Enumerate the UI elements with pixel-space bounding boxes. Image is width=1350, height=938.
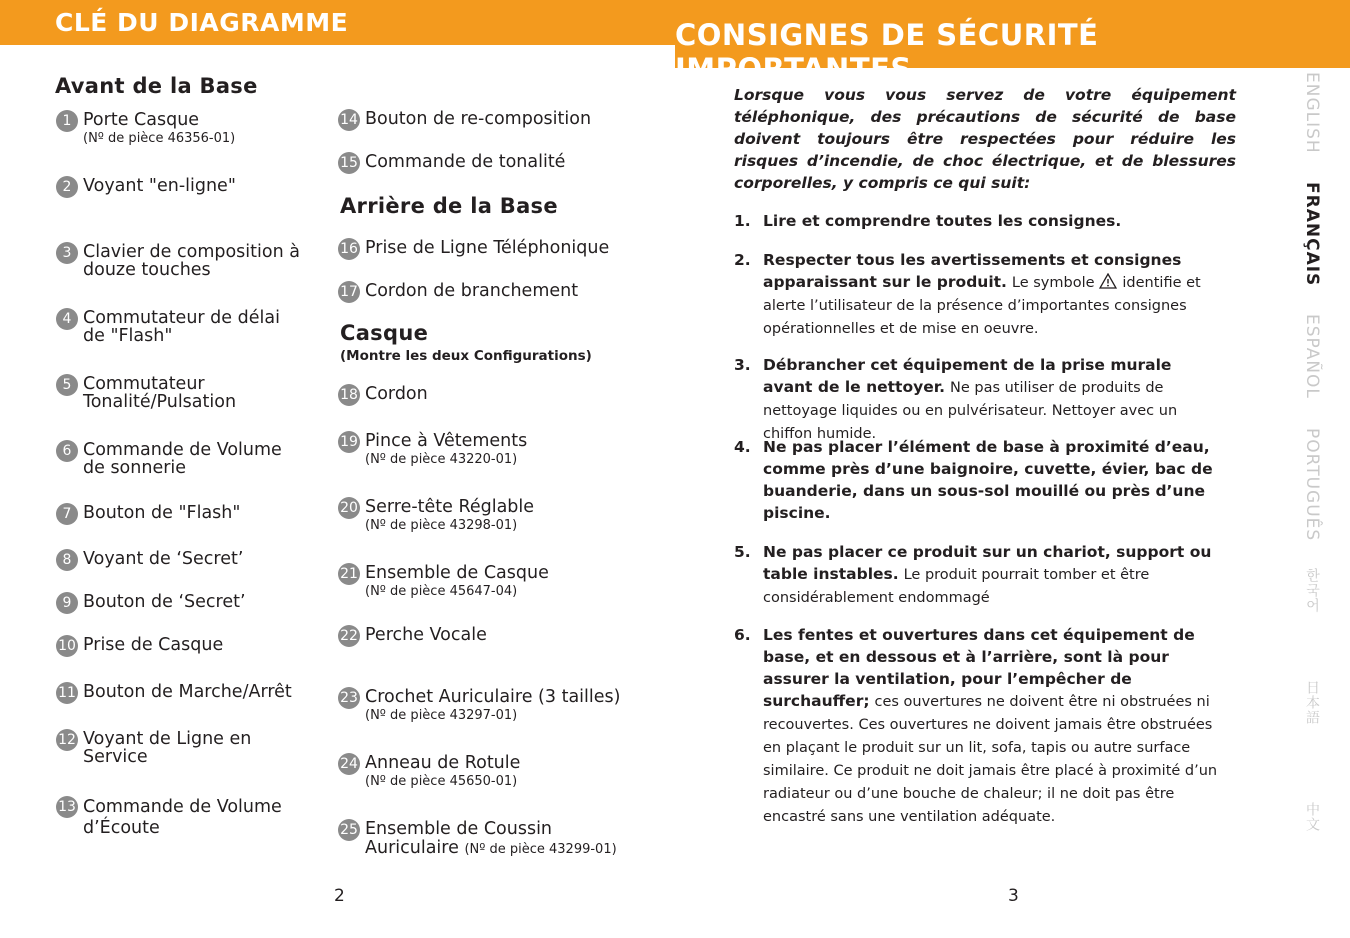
header-right [675, 0, 1350, 86]
key-item [340, 687, 645, 723]
key-item [340, 109, 645, 129]
consigne-number: 3. [734, 356, 751, 374]
item-number-badge: 2 [56, 176, 78, 198]
language-tab-korean[interactable]: 한국어 [1304, 568, 1320, 613]
item-number-badge: 20 [338, 497, 360, 519]
language-tab-espanol[interactable]: ESPAÑOL [1302, 314, 1322, 399]
item-label: Bouton de ‘Secret’ [83, 592, 246, 612]
item-label: Cordon de branchement [365, 281, 579, 301]
item-label: Cordon [365, 384, 428, 404]
item-label: Commande de tonalité [365, 152, 566, 172]
item-number-badge: 6 [56, 440, 78, 462]
consigne-item [734, 249, 1204, 340]
key-item [62, 549, 303, 569]
language-tab-francais[interactable]: FRANÇAIS [1302, 182, 1322, 287]
item-label: Commande de Volume de sonnerie [83, 440, 282, 478]
item-number-badge: 16 [338, 238, 360, 260]
key-item [340, 753, 645, 789]
key-item [340, 563, 645, 599]
warning-triangle-icon [1099, 273, 1117, 289]
header-left [0, 0, 675, 45]
item-label: Bouton de Marche/Arrêt [83, 682, 292, 702]
item-number-badge: 21 [338, 563, 360, 585]
key-item [62, 440, 303, 478]
item-number-badge: 15 [338, 152, 360, 174]
item-part-number: (Nº de pièce 45647-04) [365, 584, 518, 599]
item-part-number: (Nº de pièce 46356-01) [83, 131, 236, 146]
key-item [58, 635, 303, 655]
item-number-badge: 4 [56, 308, 78, 330]
section-front: Avant de la Base [55, 74, 258, 98]
header-left-title: CLÉ DU DIAGRAMME [55, 8, 349, 37]
key-item [62, 110, 303, 146]
item-label: Prise de Casque [83, 635, 224, 655]
key-item [62, 176, 303, 196]
item-part-number: (Nº de pièce 43297-01) [365, 708, 518, 723]
item-label: Porte Casque [83, 110, 200, 130]
language-tab-chinese[interactable]: 中文 [1304, 802, 1320, 832]
item-part-number: (Nº de pièce 43220-01) [365, 452, 518, 467]
item-label: Crochet Auriculaire (3 tailles) [365, 687, 621, 707]
language-tab-japanese[interactable]: 日本語 [1304, 680, 1320, 725]
item-number-badge: 22 [338, 625, 360, 647]
item-label: Perche Vocale [365, 625, 487, 645]
consigne-number: 5. [734, 543, 751, 561]
item-number-badge: 24 [338, 753, 360, 775]
item-label: Clavier de composition à douze touches [83, 242, 300, 280]
consigne-number: 6. [734, 626, 751, 644]
consigne-text: ces ouvertures ne doivent être ni obstruées ni recouvertes. Ces ouvertures ne doivent jamais être obstruées en plaçant le produit sur un lit, sofa, tapis ou autre surface similaire. Ce produit ne doit jamais être placé à proximité d’un radiateur ou d’une bouche de chaleur; il ne doit pas être encastré sans une ventilation adéquate. [763, 694, 1218, 825]
item-number-badge: 1 [56, 110, 78, 132]
consigne-text: identifie et alerte l’utilisateur de la présence d’importantes consignes opérationnelles et de mise en oeuvre. [763, 275, 1201, 337]
consigne-item [734, 210, 1236, 232]
key-item [62, 242, 303, 280]
page-number-right: 3 [1008, 886, 1019, 906]
header-right-title: CONSIGNES DE SÉCURITÉ IMPORTANTES [675, 18, 1099, 86]
key-item [58, 729, 253, 767]
key-item [340, 431, 645, 467]
item-number-badge: 13 [56, 796, 78, 818]
item-number-badge: 18 [338, 384, 360, 406]
item-number-badge: 8 [56, 549, 78, 571]
item-number-badge: 12 [56, 729, 78, 751]
item-label: Voyant de Ligne en Service [83, 729, 252, 767]
item-label: Bouton de "Flash" [83, 503, 241, 523]
item-number-badge: 25 [338, 819, 360, 841]
item-label: Bouton de re-composition [365, 109, 592, 129]
language-tab-portugues[interactable]: PORTUGUÊS [1302, 428, 1322, 542]
item-label: Commande de Volume d’Écoute [83, 797, 282, 838]
key-item [340, 384, 645, 404]
consigne-text: Ne pas utiliser de produits de nettoyage liquides ou en pulvérisateur. Nettoyer avec un chiffon humide. [763, 380, 1178, 442]
item-number-badge: 19 [338, 431, 360, 453]
consigne-bold-text: Lire et comprendre toutes les consignes. [763, 212, 1122, 230]
key-item [62, 308, 303, 346]
item-number-badge: 17 [338, 281, 360, 303]
item-number-badge: 10 [56, 635, 78, 657]
consigne-text: Le symbole [1011, 275, 1095, 291]
item-label: Voyant "en-ligne" [83, 176, 236, 196]
page-number-left: 2 [334, 886, 345, 906]
section-headset-note: (Montre les deux Configurations) [340, 348, 592, 364]
section-headset: Casque [340, 321, 429, 345]
item-number-badge: 9 [56, 592, 78, 614]
item-label: Ensemble de Casque [365, 563, 549, 583]
key-item [340, 625, 645, 645]
item-label: Serre-tête Réglable [365, 497, 535, 517]
consigne-item [734, 436, 1214, 524]
key-item [62, 503, 303, 523]
consigne-number: 4. [734, 438, 751, 456]
safety-intro: Lorsque vous vous servez de votre équipement téléphonique, des précautions de sécurité de base doivent toujours être respectées pour réduire les risques d’incendie, de choc électrique, et de blessures corporelles, y compris ce qui suit: [734, 86, 1236, 192]
item-number-badge: 5 [56, 374, 78, 396]
item-label: Anneau de Rotule [365, 753, 521, 773]
key-item [58, 797, 283, 839]
item-label: Voyant de ‘Secret’ [83, 549, 244, 569]
consigne-bold-text: Ne pas placer ce produit sur un chariot, support ou table instables. [763, 543, 1212, 583]
item-part-number: (Nº de pièce 45650-01) [365, 774, 518, 789]
key-item [62, 374, 243, 412]
item-number-badge: 14 [338, 109, 360, 131]
key-item [340, 281, 645, 301]
item-label: Pince à Vêtements [365, 431, 528, 451]
item-label: Commutateur Tonalité/Pulsation [83, 374, 237, 412]
item-label: Ensemble de Coussin Auriculaire [365, 819, 553, 858]
key-item [340, 497, 645, 533]
language-tab-english[interactable]: ENGLISH [1302, 72, 1322, 154]
consigne-item [734, 541, 1214, 609]
item-part-number: (Nº de pièce 43298-01) [365, 518, 518, 533]
consigne-item [734, 624, 1226, 828]
item-label: Commutateur de délai de "Flash" [83, 308, 280, 346]
item-number-badge: 3 [56, 242, 78, 264]
key-item [340, 819, 625, 858]
consigne-number: 2. [734, 251, 751, 269]
key-item [58, 682, 303, 702]
key-item [62, 592, 303, 612]
item-part-number: (Nº de pièce 43299-01) [464, 842, 617, 857]
consigne-item [734, 354, 1214, 445]
section-back: Arrière de la Base [340, 194, 558, 218]
consigne-number: 1. [734, 212, 751, 230]
key-item [340, 152, 645, 172]
consigne-bold-text: Les fentes et ouvertures dans cet équipement de base, et en dessous et à l’arrière, sont là pour assurer la ventilation, pour l’empêcher de surchauffer; [763, 626, 1195, 710]
item-label: Prise de Ligne Téléphonique [365, 238, 610, 258]
consigne-bold-text: Ne pas placer l’élément de base à proximité d’eau, comme près d’une baignoire, cuvette, évier, bac de buanderie, dans un sous-sol mouillé ou près d’une piscine. [763, 438, 1213, 522]
consigne-bold-text: Respecter tous les avertissements et consignes apparaissant sur le produit. [763, 251, 1182, 291]
consigne-text: Le produit pourrait tomber et être considérablement endommagé [763, 567, 1150, 606]
item-number-badge: 11 [56, 682, 78, 704]
consigne-bold-text: Débrancher cet équipement de la prise murale avant de le nettoyer. [763, 356, 1172, 396]
item-number-badge: 23 [338, 687, 360, 709]
item-number-badge: 7 [56, 503, 78, 525]
key-item [340, 238, 645, 258]
